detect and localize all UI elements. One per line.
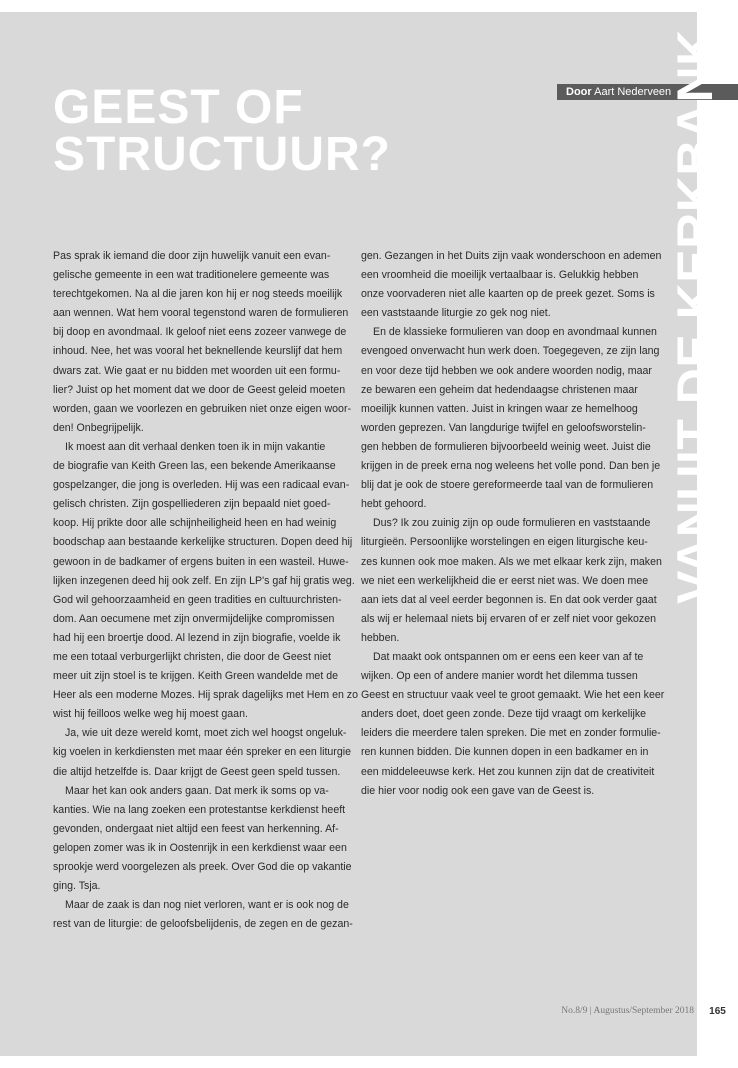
article-text-line: Ik moest aan dit verhaal denken toen ik in mijn vakantie bbox=[65, 440, 326, 453]
article-text-line: kanties. Wie na lang zoeken een protestantse kerkdienst heeft bbox=[53, 803, 346, 816]
article-text-line: meer uit zijn stoel is te krijgen. Keith Green wandelde met de bbox=[53, 670, 338, 683]
article-text-line: we niet een werkelijkheid die er eerst niet was. We doen mee bbox=[361, 574, 649, 587]
article-text-line: koop. Hij prikte door alle schijnheiligheid heen en had weinig bbox=[53, 517, 337, 530]
article-text-line: den! Onbegrijpelijk. bbox=[53, 421, 144, 434]
article-text-line: kig voelen in kerkdiensten met maar één spreker en een liturgie bbox=[53, 746, 351, 759]
article-text-line: leiders die meerdere talen spreken. Die met en zonder formulie- bbox=[361, 727, 661, 740]
article-text-line: krijgen in de preek erna nog weleens het volle pond. Dan ben je bbox=[361, 460, 661, 473]
article-text-line: me een totaal verburgerlijkt christen, die door de Geest niet bbox=[53, 650, 331, 663]
article-text-line: die hier voor nodig ook een gave van de Geest is. bbox=[361, 784, 595, 797]
article-text-line: gelische gemeente in een wat traditionelere gemeente was bbox=[53, 269, 330, 282]
article-text-line: dom. Aan oecumene met zijn onvermijdelijke compromissen bbox=[53, 612, 335, 625]
article-text-line: Maar de zaak is dan nog niet verloren, want er is ook nog de bbox=[65, 899, 349, 912]
article-text-line: een vroomheid die moeilijk vertaalbaar is. Gelukkig hebben bbox=[361, 269, 639, 282]
article-text-line: Dus? Ik zou zuinig zijn op oude formulieren en vaststaande bbox=[373, 517, 651, 530]
article-text-line: ze bewaren een geheim dat hedendaagse christenen maar bbox=[361, 383, 638, 396]
article-text-line: lijken inzegenen deed hij ook zelf. En zijn LP's gaf hij gratis weg. bbox=[53, 574, 355, 587]
article-text-line: gospelzanger, die jong is overleden. Hij was een radicaal evan- bbox=[53, 479, 350, 492]
article-text-line: de biografie van Keith Green las, een bekende Amerikaanse bbox=[53, 460, 336, 473]
article-title bbox=[53, 81, 391, 181]
article-text-line: ging. Tsja. bbox=[53, 880, 101, 893]
article-text-line: God wil gehoorzaamheid en geen tradities en cultuurchristen- bbox=[53, 593, 342, 606]
article-text-line: aan wennen. Wat hem vooral tegenstond waren de formulieren bbox=[53, 307, 349, 320]
article-text-line: En de klassieke formulieren van doop en avondmaal kunnen bbox=[373, 326, 657, 339]
article-text-line: gelisch christen. Zijn gospelliederen zijn bepaald niet goed- bbox=[53, 498, 331, 511]
article-title-line-2: STRUCTUUR? bbox=[53, 128, 391, 181]
article-text-line: Ja, wie uit deze wereld komt, moet zich wel hoogst ongeluk- bbox=[65, 727, 347, 740]
article-text-line: terechtgekomen. Na al die jaren kon hij er nog steeds moeilijk bbox=[53, 288, 343, 301]
article-text-line: onze voorvaderen niet alle kaarten op de preek gezet. Soms is bbox=[361, 288, 655, 301]
article-text-line: anders doet, doet geen zonde. Deze tijd vraagt om kerkelijke bbox=[361, 708, 647, 721]
article-text-line: ren kunnen bidden. Die kunnen dopen in een badkamer en in bbox=[361, 746, 649, 759]
article-text-line: die altijd hetzelfde is. Daar krijgt de Geest geen speld tussen. bbox=[53, 765, 341, 778]
article-text-line: gewoon in de badkamer of ergens buiten in een wasteil. Huwe- bbox=[53, 555, 349, 568]
article-column-right bbox=[361, 247, 665, 801]
article-text-line: boodschap aan bestaande kerkelijke structuren. Dopen deed hij bbox=[53, 536, 353, 549]
article-text-line: en voor deze tijd hebben we ook andere woorden nodig, maar bbox=[361, 364, 652, 377]
article-title-line-1: GEEST OF bbox=[53, 81, 304, 134]
page-number: 165 bbox=[709, 1006, 726, 1017]
article-text-line: lier? Juist op het moment dat we door de Geest geleid moeten bbox=[53, 383, 346, 396]
article-column-left bbox=[53, 247, 358, 934]
article-text-line: blij dat je ook de stoere gereformeerde taal van de formulieren bbox=[361, 479, 654, 492]
article-text-line: Heer als een moderne Mozes. Hij sprak dagelijks met Hem en zo bbox=[53, 689, 358, 702]
article-text-line: een middeleeuwse kerk. Het zou kunnen zijn dat de creativiteit bbox=[361, 765, 655, 778]
article-text-line: wist hij feilloos welke weg hij moest gaan. bbox=[53, 708, 248, 721]
article-text-line: gen hebben de formulieren bijvoorbeeld weinig weet. Juist die bbox=[361, 440, 651, 453]
article-text-line: als wij er helemaal niets bij ervaren of er zelf niet voor gekozen bbox=[361, 612, 657, 625]
article-text-line: een vaststaande liturgie zo gek nog niet. bbox=[361, 307, 551, 320]
article-text-line: wijken. Op een of andere manier wordt het dilemma tussen bbox=[361, 670, 638, 683]
article-text-line: Pas sprak ik iemand die door zijn huwelijk vanuit een evan- bbox=[53, 250, 331, 262]
article-text-line: Geest en structuur vaak veel te groot gemaakt. Wie het een keer bbox=[361, 689, 665, 702]
article-text-line: hebben. bbox=[361, 631, 400, 644]
article-text-line: moeilijk kunnen vatten. Juist in kringen waar ze hemelhoog bbox=[361, 402, 638, 415]
article-text-line: had hij een broertje dood. Al lezend in zijn biografie, voelde ik bbox=[53, 631, 341, 644]
article-text-line: gelopen zomer was ik in Oostenrijk in een kerkdienst waar een bbox=[53, 841, 347, 854]
article-text-line: Maar het kan ook anders gaan. Dat merk ik soms op va- bbox=[65, 784, 329, 797]
article-text-line: zes kunnen ook moe maken. Als we met elkaar kerk zijn, maken bbox=[361, 555, 662, 568]
article-text-line: gen. Gezangen in het Duits zijn vaak wonderschoon en ademen bbox=[361, 250, 662, 262]
article-text-line: gevonden, ondergaat niet altijd een feest van herkenning. Af- bbox=[53, 822, 339, 835]
article-text-line: inhoud. Nee, het was vooral het beknellende keurslijf dat hem bbox=[53, 345, 343, 358]
article-text-line: dwars zat. Wie gaat er nu bidden met woorden uit een formu- bbox=[53, 364, 341, 377]
article-text-line: sprookje werd voorgelezen als preek. Over God die op vakantie bbox=[53, 861, 352, 873]
article-text-line: Dat maakt ook ontspannen om er eens een keer van af te bbox=[373, 650, 644, 663]
article-text-line: bij doop en avondmaal. Ik geloof niet eens zozeer vanwege de bbox=[53, 326, 347, 339]
author-prefix: Door bbox=[566, 86, 592, 98]
footer-issue-info: No.8/9 | Augustus/September 2018 bbox=[561, 1006, 694, 1016]
section-label: VANUIT DE KERKBANK bbox=[667, 29, 723, 604]
article-text-line: worden, gaan we voorlezen en gebruiken niet onze eigen woor- bbox=[53, 402, 351, 415]
article-text-line: liturgieën. Persoonlijke worstelingen en eigen liturgische keu- bbox=[361, 536, 648, 549]
article-text-line: evengoed onverwacht hun werk doen. Toegegeven, ze zijn lang bbox=[361, 345, 660, 358]
article-text-line: rest van de liturgie: de geloofsbelijdenis, de zegen en de gezan- bbox=[53, 918, 353, 931]
article-text-line: worden geprezen. Van langdurige twijfel en geloofsworstelin- bbox=[361, 421, 646, 434]
article-text-line: hebt gehoord. bbox=[361, 498, 427, 511]
article-text-line: aan iets dat al veel eerder begonnen is. En dat ook verder gaat bbox=[361, 593, 657, 606]
author-name: Aart Nederveen bbox=[594, 86, 672, 98]
page-top-margin bbox=[0, 0, 738, 12]
